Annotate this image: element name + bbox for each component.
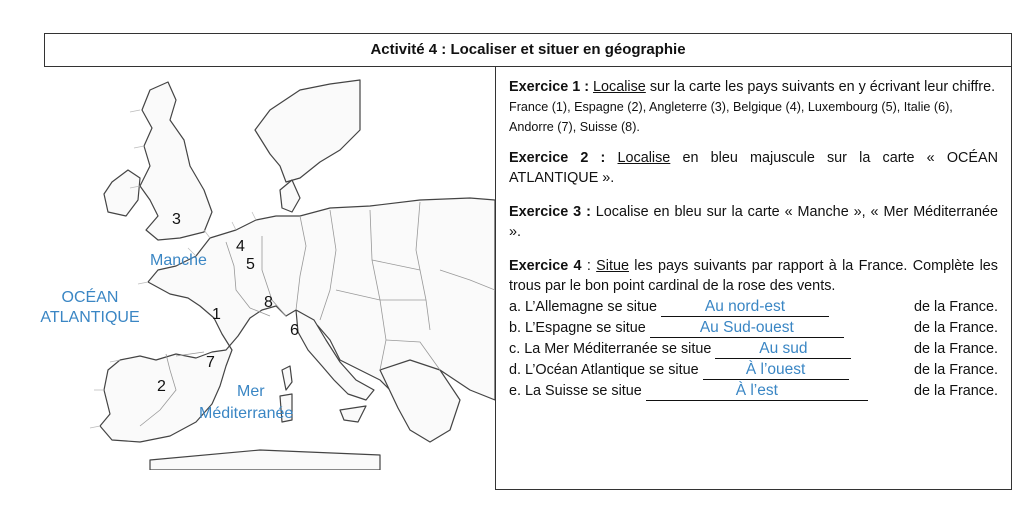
exercise-3-text: Localise en bleu sur la carte « Manche », « Mer Méditerranée ». xyxy=(509,204,998,240)
map-number-1: 1 xyxy=(212,306,221,323)
question-b xyxy=(509,317,998,338)
question-a xyxy=(509,296,998,317)
map-label-ocean-line2: ATLANTIQUE xyxy=(40,309,140,326)
exercise-4-text: les pays suivants par rapport à la France. Complète les trous par le bon point cardinal de la rose des vents. xyxy=(509,258,999,294)
question-d xyxy=(509,359,998,380)
activity-title: Activité 4 : Localiser et situer en géographie xyxy=(44,33,1012,67)
question-d-suffix: de la France. xyxy=(914,362,998,378)
exercise-4 xyxy=(509,256,998,296)
map-number-2: 2 xyxy=(157,378,166,395)
exercise-1 xyxy=(509,77,998,137)
question-d-prefix: d. L’Océan Atlantique se situe xyxy=(509,362,699,378)
question-b-suffix: de la France. xyxy=(914,320,998,336)
exercise-1-verb: Localise xyxy=(593,79,646,95)
exercise-1-text: sur la carte les pays suivants en y écrivant leur chiffre. xyxy=(645,79,996,95)
exercises-panel xyxy=(495,67,1012,490)
question-c-prefix: c. La Mer Méditerranée se situe xyxy=(509,341,712,357)
map-label-mer: Mer xyxy=(237,383,265,400)
map-label-ocean-line1: OCÉAN xyxy=(61,289,119,306)
question-a-prefix: a. L’Allemagne se situe xyxy=(509,299,657,315)
exercise-2-verb: Localise xyxy=(617,150,671,166)
question-c-suffix: de la France. xyxy=(914,341,998,357)
map-number-3: 3 xyxy=(172,211,181,228)
question-c-answer-blank[interactable]: Au sud xyxy=(715,340,851,359)
exercise-4-title: Exercice 4 xyxy=(509,258,582,274)
map-number-5: 5 xyxy=(246,256,255,273)
question-e-answer-blank[interactable]: À l’est xyxy=(646,382,868,401)
question-d-answer-blank[interactable]: À l’ouest xyxy=(703,361,849,380)
exercise-2-title: Exercice 2 : xyxy=(509,150,606,166)
europe-map xyxy=(0,70,495,470)
exercise-4-verb: Situe xyxy=(596,258,629,274)
map-number-8: 8 xyxy=(264,294,273,311)
exercise-2-text: en bleu majuscule sur la carte « OCÉAN ATLANTIQUE ». xyxy=(509,150,998,186)
question-e-suffix: de la France. xyxy=(914,383,998,399)
map-label-ocean-atlantique xyxy=(34,288,146,328)
exercise-4-colon: : xyxy=(581,258,597,274)
exercise-1-country-list: France (1), Espagne (2), Angleterre (3), Belgique (4), Luxembourg (5), Italie (6), Andorre (7), Suisse (8). xyxy=(509,100,953,134)
exercise-1-title: Exercice 1 : xyxy=(509,79,590,95)
exercise-4-questions xyxy=(509,296,998,401)
question-a-answer-blank[interactable]: Au nord-est xyxy=(661,298,829,317)
map-number-6: 6 xyxy=(290,322,299,339)
question-b-prefix: b. L’Espagne se situe xyxy=(509,320,646,336)
map-label-manche: Manche xyxy=(150,252,207,269)
exercise-3 xyxy=(509,202,998,242)
exercise-2 xyxy=(509,148,998,188)
map-number-7: 7 xyxy=(206,354,215,371)
question-a-suffix: de la France. xyxy=(914,299,998,315)
question-e-prefix: e. La Suisse se situe xyxy=(509,383,642,399)
map-number-4: 4 xyxy=(236,238,245,255)
exercise-3-title: Exercice 3 : xyxy=(509,204,591,220)
question-c xyxy=(509,338,998,359)
question-e xyxy=(509,380,998,401)
map-label-mediterranee: Méditerranée xyxy=(199,405,294,422)
question-b-answer-blank[interactable]: Au Sud-ouest xyxy=(650,319,844,338)
